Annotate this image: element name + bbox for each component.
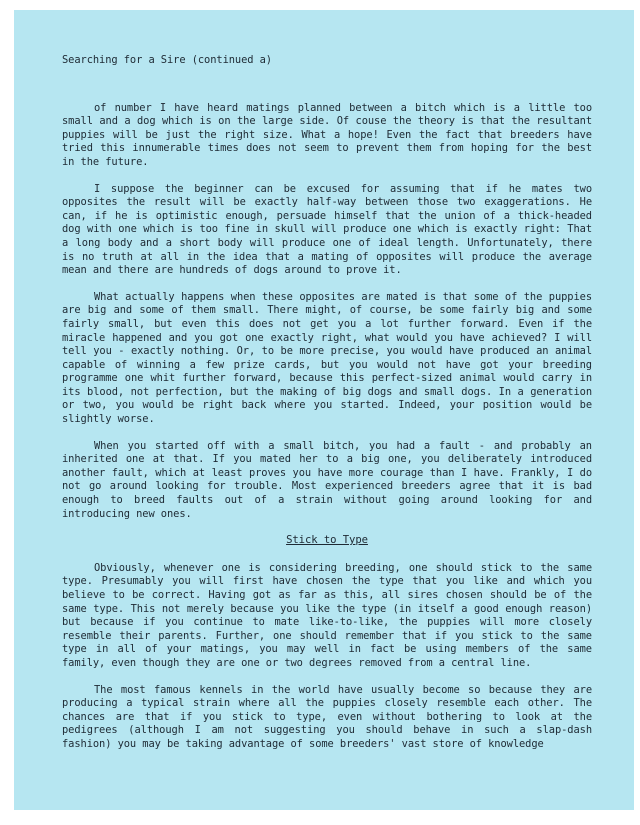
paragraph: When you started off with a small bitch, you had a fault - and probably an inherited one at that. If you mated her to a big one, you deliberately introduced another fault, which at least proves you have more courage than I have. Frankly, I do not go around looking for trouble. Most experienced breeders agree that it is bad enough to breed faults out of a strain without going around looking for and introducing new ones. [62,439,592,520]
document-page [14,10,634,810]
paragraph: Obviously, whenever one is considering breeding, one should stick to the same type. Presumably you will first have chosen the type that you like and which you believe to be correct. Having got as far as this, all sires chosen should be of the same type. This not merely because you like the type (in itself a good enough reason) but because if you continue to mate like-to-like, the puppies will more closely resemble their parents. Further, one should remember that if you stick to the same type in all of your matings, you may well in fact be using members of the same family, even though they are one or two degrees removed from a central line. [62,561,592,669]
paragraph: The most famous kennels in the world have usually become so because they are producing a typical strain where all the puppies closely resemble each other. The chances are that if you stick to type, even without bothering to look at the pedigrees (although I am not suggesting you should behave in such a slap-dash fashion) you may be taking advantage of some breeders' vast store of knowledge [62,683,592,750]
paragraph: I suppose the beginner can be excused for assuming that if he mates two opposites the result will be exactly half-way between those two exaggerations. He can, if he is optimistic enough, persuade himself that the union of a thick-headed dog with one which is too fine in skull will produce one which is exactly right: That a long body and a short body will produce one of ideal length. Unfortunately, there is no truth at all in the idea that a mating of opposites will produce the average mean and there are hundreds of dogs around to prove it. [62,182,592,277]
paragraph: of number I have heard matings planned between a bitch which is a little too small and a dog which is on the large side. Of couse the theory is that the resultant puppies will be just the right size. What a hope! Even the fact that breeders have tried this innumerable times does not seem to prevent them from hoping for the best in the future. [62,101,592,168]
section-subheading: Stick to Type [286,534,368,547]
page-content [62,54,592,765]
paragraph: What actually happens when these opposites are mated is that some of the puppies are big and some of them small. There might, of course, be some fairly big and some fairly small, but even this does not get you a lot further forward. Even if the miracle happened and you got one exactly right, what would you have achieved? I will tell you - exactly nothing. Or, to be more precise, you would have produced an animal capable of winning a few prize cards, but you would not have got your breeding programme one whit further forward, because this perfect-sized animal would carry in its blood, not perfection, but the making of big dogs and small dogs. In a generation or two, you would be right back where you started. Indeed, your position would be slightly worse. [62,290,592,426]
page-title: Searching for a Sire (continued a) [62,54,272,66]
